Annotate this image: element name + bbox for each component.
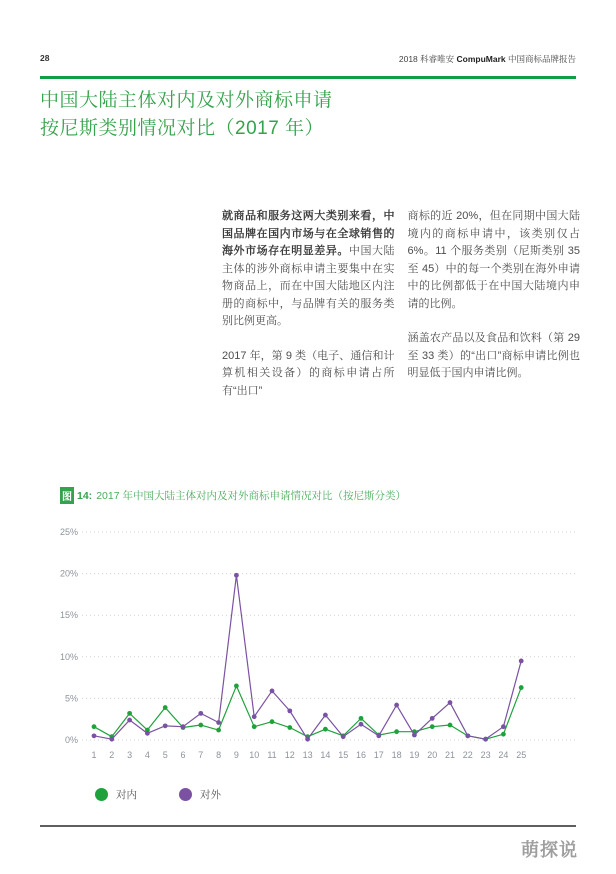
data-point bbox=[448, 723, 453, 728]
x-axis-tick-label: 24 bbox=[498, 750, 509, 760]
x-axis-tick-label: 3 bbox=[127, 750, 133, 760]
report-header bbox=[399, 53, 576, 65]
data-point bbox=[198, 711, 203, 716]
page-number: 28 bbox=[40, 53, 50, 63]
data-point bbox=[359, 716, 364, 721]
figure-caption bbox=[60, 487, 406, 504]
header-brand: CompuMark bbox=[456, 54, 506, 64]
data-point bbox=[127, 718, 132, 723]
data-point bbox=[216, 720, 221, 725]
data-point bbox=[501, 732, 506, 737]
x-axis-tick-label: 12 bbox=[284, 750, 295, 760]
x-axis-tick-label: 10 bbox=[249, 750, 260, 760]
data-point bbox=[448, 700, 453, 705]
body-column-1 bbox=[222, 208, 395, 417]
x-axis-tick-label: 9 bbox=[233, 750, 239, 760]
x-axis-tick-label: 14 bbox=[320, 750, 331, 760]
data-point bbox=[376, 733, 381, 738]
series-line-对内 bbox=[94, 686, 521, 739]
x-axis-tick-label: 13 bbox=[302, 750, 313, 760]
data-point bbox=[305, 737, 310, 742]
legend-item-1 bbox=[179, 787, 221, 802]
data-point bbox=[163, 723, 168, 728]
data-point bbox=[323, 727, 328, 732]
y-axis-tick-label: 20% bbox=[59, 568, 78, 579]
data-point bbox=[216, 728, 221, 733]
x-axis-tick-label: 11 bbox=[267, 750, 277, 760]
data-point bbox=[519, 659, 524, 664]
y-axis-tick-label: 15% bbox=[59, 610, 78, 621]
page-title-line2: 按尼斯类别情况对比（2017 年） bbox=[40, 118, 325, 139]
data-point bbox=[483, 737, 488, 742]
legend-label: 对外 bbox=[200, 789, 221, 801]
x-axis-tick-label: 17 bbox=[373, 750, 384, 760]
paragraph: 2017 年，第 9 类（电子、通信和计算机相关设备）的商标申请占所有“出口” bbox=[222, 349, 395, 397]
x-axis-tick-label: 5 bbox=[162, 750, 168, 760]
data-point bbox=[287, 725, 292, 730]
x-axis-tick-label: 2 bbox=[109, 750, 115, 760]
data-point bbox=[412, 733, 417, 738]
x-axis-tick-label: 16 bbox=[355, 750, 367, 760]
x-axis-tick-label: 21 bbox=[444, 750, 456, 760]
legend-dot-icon bbox=[179, 788, 192, 801]
line-chart bbox=[56, 518, 580, 768]
page-title bbox=[40, 87, 333, 143]
figure-number: 14: bbox=[77, 489, 93, 502]
figure-caption-text: 2017 年中国大陆主体对内及对外商标申请情况对比（按尼斯分类） bbox=[96, 490, 406, 502]
paragraph-rest: 中国大陆主体的涉外商标申请主要集中在实物商品上，而在中国大陆地区内注册的商标中，与品牌有关的服务类别比例更高。 bbox=[222, 245, 395, 327]
data-point bbox=[92, 733, 97, 738]
data-point bbox=[430, 716, 435, 721]
data-point bbox=[430, 724, 435, 729]
x-axis-tick-label: 19 bbox=[409, 750, 420, 760]
paragraph: 商标的近 20%，但在同期中国大陆境内的商标申请中，该类别仅占 6%。11 个服务类别（尼斯类别 35 至 45）中的每一个类别在海外申请中的比例都低于在中国大陆境内申请的比例。 bbox=[407, 210, 580, 310]
body-column-2 bbox=[408, 208, 581, 417]
data-point bbox=[394, 703, 399, 708]
x-axis-tick-label: 1 bbox=[91, 750, 97, 760]
header-rule bbox=[40, 76, 576, 79]
x-axis-tick-label: 23 bbox=[480, 750, 491, 760]
figure-badge: 图 bbox=[60, 487, 74, 504]
data-point bbox=[252, 724, 257, 729]
page-title-line1: 中国大陆主体对内及对外商标申请 bbox=[40, 90, 333, 111]
x-axis-tick-label: 18 bbox=[391, 750, 402, 760]
legend-item-0 bbox=[95, 787, 137, 802]
body-columns bbox=[222, 208, 580, 417]
data-point bbox=[359, 722, 364, 727]
data-point bbox=[519, 685, 524, 690]
data-point bbox=[270, 689, 275, 694]
y-axis-tick-label: 25% bbox=[59, 527, 78, 537]
paragraph-bold-lead: 就商品和服务这两大类别来看，中国品牌在国内市场与在全球销售的海外市场存在明显差异。 bbox=[222, 210, 395, 257]
watermark-text: 萌探说 bbox=[521, 840, 578, 860]
footer-rule bbox=[40, 825, 576, 827]
chart-legend bbox=[95, 787, 221, 802]
data-point bbox=[234, 684, 239, 689]
x-axis-tick-label: 7 bbox=[198, 750, 204, 760]
data-point bbox=[394, 729, 399, 734]
data-point bbox=[234, 573, 239, 578]
data-point bbox=[501, 724, 506, 729]
data-point bbox=[323, 713, 328, 718]
y-axis-tick-label: 5% bbox=[64, 693, 78, 704]
data-point bbox=[465, 733, 470, 738]
header-suffix: 中国商标品牌报告 bbox=[505, 54, 576, 64]
data-point bbox=[198, 723, 203, 728]
header-prefix: 2018 科睿唯安 bbox=[398, 54, 457, 64]
legend-label: 对内 bbox=[116, 789, 137, 801]
data-point bbox=[109, 737, 114, 742]
data-point bbox=[181, 724, 186, 729]
x-axis-tick-label: 25 bbox=[516, 750, 527, 760]
data-point bbox=[127, 711, 132, 716]
x-axis-tick-label: 6 bbox=[180, 750, 186, 760]
data-point bbox=[92, 724, 97, 729]
data-point bbox=[270, 719, 275, 724]
y-axis-tick-label: 0% bbox=[64, 735, 78, 745]
chart-canvas bbox=[56, 518, 580, 768]
data-point bbox=[287, 708, 292, 713]
data-point bbox=[252, 714, 257, 719]
x-axis-tick-label: 8 bbox=[216, 750, 222, 760]
paragraph: 涵盖农产品以及食品和饮料（第 29 至 33 类）的“出口”商标申请比例也明显低于国内申请比例。 bbox=[407, 332, 580, 379]
x-axis-tick-label: 4 bbox=[144, 750, 150, 760]
data-point bbox=[145, 731, 150, 736]
legend-dot-icon bbox=[95, 788, 108, 801]
y-axis-tick-label: 10% bbox=[59, 651, 78, 662]
data-point bbox=[163, 705, 168, 710]
x-axis-tick-label: 22 bbox=[462, 750, 473, 760]
x-axis-tick-label: 20 bbox=[427, 750, 438, 760]
paragraph bbox=[222, 208, 395, 331]
x-axis-tick-label: 15 bbox=[338, 750, 349, 760]
data-point bbox=[341, 734, 346, 739]
